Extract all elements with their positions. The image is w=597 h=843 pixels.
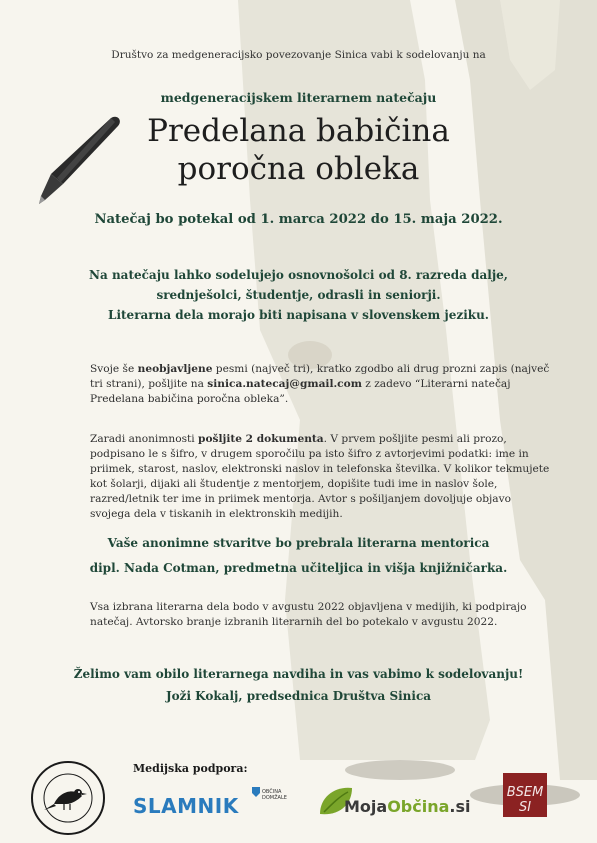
closing-block — [0, 663, 597, 707]
eligibility-line-2: srednješolci, študentje, odrasli in seniorji. — [156, 288, 441, 302]
page-title — [0, 112, 597, 188]
media-support-label: Medijska podpora: — [133, 762, 248, 775]
contact-email-link[interactable]: sinica.natecaj@gmail.com — [207, 378, 362, 390]
para2-bold-two-documents: pošljite 2 dokumenta — [198, 433, 324, 445]
subtitle: medgeneracijskem literarnem natečaju — [160, 90, 437, 105]
slamnik-subtitle: OBČINA DOMŽALE — [262, 789, 287, 801]
closing-line-2: Joži Kokalj, predsednica Društva Sinica — [165, 689, 432, 703]
mentor-line-1: Vaše anonimne stvaritve bo prebrala literarna mentorica — [107, 536, 490, 550]
publication-paragraph: Vsa izbrana literarna dela bodo v avgustu 2022 objavljena v medijih, ki podpirajo natečaj. Avtorsko branje izbranih literarnih del bo potekalo v avgustu 2022. — [90, 601, 527, 628]
para1-text-a: Svoje še — [90, 363, 138, 375]
eligibility-line-3: Literarna dela morajo biti napisana v slovenskem jeziku. — [108, 308, 489, 322]
coat-of-arms-icon — [252, 787, 260, 797]
closing-line-1: Želimo vam obilo literarnega navdiha in vas vabimo k sodelovanju! — [73, 667, 524, 681]
para2-text-c: . V prvem pošljite pesmi ali prozo, podpisano le s šifro, v drugem sporočilu pa isto šifro z avtorjevimi podatki: ime in priimek, starost, naslov, elektronski naslov in telefonska številka. V kolikor tekmujete kot šolarji, dijaki ali študentje z mentorjem, dopišite tudi ime in naslov šole, razred/letnik ter ime in priimek mentorja. Avtor s pošiljanjem dovoljuje objavo svojega dela v tiskanih in elektronskih medijih. — [90, 433, 550, 520]
sinica-seal-logo — [30, 760, 106, 836]
title-line-1: Predelana babičina — [147, 113, 450, 149]
mentor-line-2: dipl. Nada Cotman, predmetna učiteljica in višja knjižničarka. — [89, 561, 508, 575]
slamnik-logo: SLAMNIK — [133, 794, 239, 818]
submission-paragraph — [90, 362, 550, 407]
para2-text-a: Zaradi anonimnosti — [90, 433, 199, 445]
anonymity-paragraph — [90, 432, 550, 522]
contest-dates: Natečaj bo potekal od 1. marca 2022 do 15. maja 2022. — [94, 212, 503, 227]
eligibility-line-1: Na natečaju lahko sodelujejo osnovnošolci od 8. razreda dalje, — [89, 268, 508, 282]
mojaobcina-logo — [344, 797, 471, 816]
eligibility-block — [0, 265, 597, 325]
domain-suffix: .si — [449, 797, 471, 816]
title-line-2: poročna obleka — [177, 151, 420, 187]
para1-text-c: pesmi (največ tri), kratko zgodbo ali drug prozni zapis (največ tri strani), pošljite na — [90, 363, 550, 390]
obcina-text: Občina — [387, 797, 450, 816]
intro-text: Društvo za medgeneracijsko povezovanje Sinica vabi k sodelovanju na — [111, 49, 486, 61]
moja-text: Moja — [344, 797, 388, 816]
para1-text-e: z zadevo “Literarni natečaj Predelana babičina poročna obleka”. — [90, 378, 511, 405]
mentor-block — [0, 531, 597, 581]
bsem-text: BSEM SI — [506, 785, 544, 815]
para1-bold-unpublished: neobjavljene — [137, 363, 213, 375]
bsem-logo — [503, 773, 547, 817]
